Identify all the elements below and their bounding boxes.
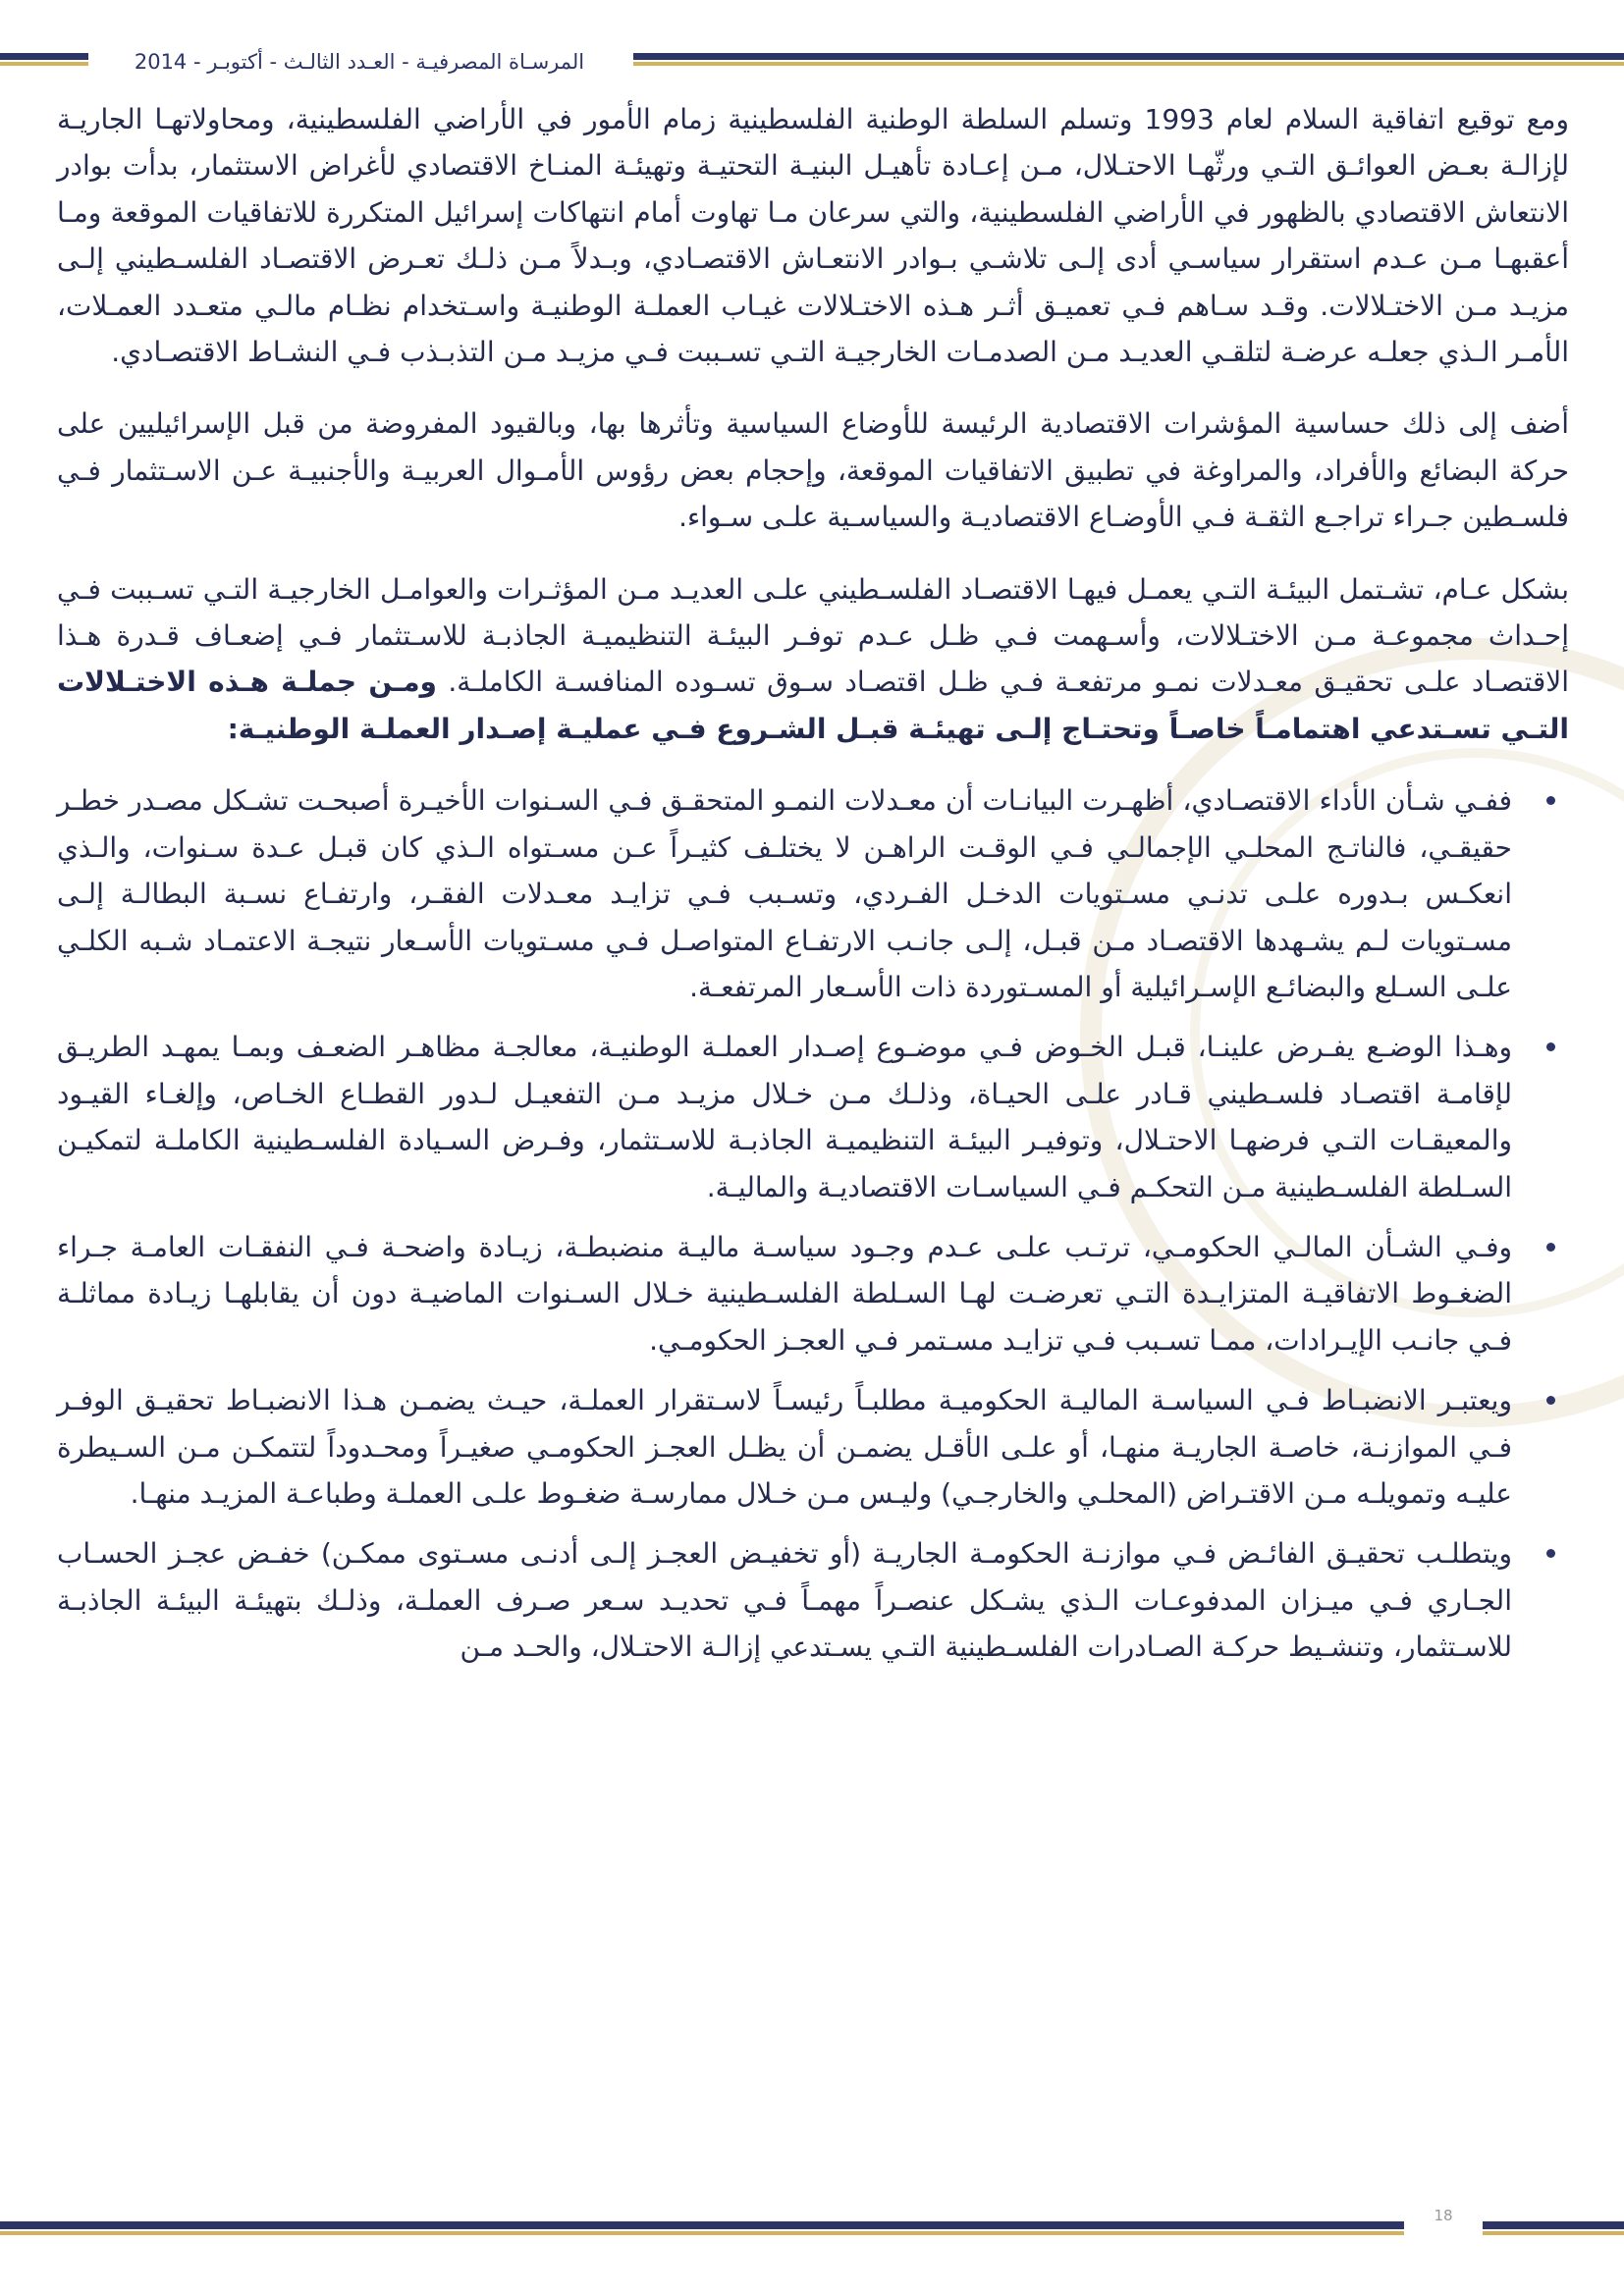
bullet-item xyxy=(57,777,1569,1010)
bullet-icon xyxy=(1546,1042,1555,1051)
article-body xyxy=(57,96,1569,1684)
bullet-item xyxy=(57,1224,1569,1363)
page-number: 18 xyxy=(1434,2207,1453,2224)
bullet-text: وهـذا الوضـع يفـرض علينـا، قبـل الخـوض فـي موضـوع إصـدار العملـة الوطنيـة، معالجـة مظاهـر الضعـف وبمـا يمهـد الطريـق لإقامـة اقتصـاد فلسـطيني قـادر علـى الحيـاة، وذلـك مـن خـلال مزيـد مـن التفعيـل لـدور القطـاع الخـاص، وإلغـاء القيـود والمعيقـات التـي فرضهـا الاحتـلال، وتوفيـر البيئـة التنظيميـة الجاذبـة للاسـتثمار، وفـرض السـيادة الفلسـطينية الكاملـة لتمكيـن السـلطة الفلسـطينية مـن التحكـم فـي السياسـات الاقتصاديـة والماليـة. xyxy=(57,1031,1512,1203)
publication-title: المرسـاة المصرفيـة - العـدد الثالـث - أكتوبـر - 2014 xyxy=(134,50,585,74)
paragraph-3-bold: ومـن جملـة هـذه الاختـلالات التـي تسـتدعي اهتمامـاً خاصـاً وتحتـاج إلـى تهيئـة قبـل الشـروع فـي عمليـة إصـدار العملـة الوطنيـة: xyxy=(57,666,1569,745)
bullet-icon xyxy=(1546,796,1555,805)
footer-rule xyxy=(0,2216,1624,2242)
page-header xyxy=(0,47,1624,77)
paragraph-3-text: بشكل عـام، تشـتمل البيئـة التـي يعمـل فيهـا الاقتصـاد الفلسـطيني علـى العديـد مـن المؤثـرات والعوامـل الخارجيـة التـي تسـببت فـي إحـداث مجموعـة مـن الاختـلالات، وأسـهمت فـي ظـل عـدم توفـر البيئـة التنظيميـة الجاذبـة للاسـتثمار فـي إضعـاف قـدرة هـذا الاقتصـاد علـى تحقيـق معـدلات نمـو مرتفعـة فـي ظـل اقتصـاد سـوق تسـوده المنافسـة الكاملـة. xyxy=(57,572,1569,699)
paragraph-2: أضف إلى ذلك حساسية المؤشرات الاقتصادية الرئيسة للأوضاع السياسية وتأثرها بها، وبالقيود المفروضة من قبل الإسرائيليين على حركة البضائع والأفراد، والمراوغة في تطبيق الاتفاقيات الموقعة، وإحجام بعض رؤوس الأمـوال العربيـة والأجنبيـة عـن الاسـتثمار فـي فلسـطين جـراء تراجـع الثقـة فـي الأوضـاع الاقتصاديـة والسياسـية علـى سـواء. xyxy=(57,407,1569,534)
bullet-icon xyxy=(1546,1396,1555,1405)
bullet-item xyxy=(57,1530,1569,1670)
bullet-icon xyxy=(1546,1549,1555,1558)
bullet-list xyxy=(57,777,1569,1670)
bullet-text: ويتطلـب تحقيـق الفائـض فـي موازنـة الحكومـة الجاريـة (أو تخفيـض العجـز إلـى أدنـى مسـتوى ممكـن) خفـض عجـز الحسـاب الجـاري فـي ميـزان المدفوعـات الـذي يشـكل عنصـراً مهمـاً فـي تحديـد سـعر صـرف العملـة، وذلـك بتهيئـة البيئـة الجاذبـة للاسـتثمار، وتنشـيط حركـة الصـادرات الفلسـطينية التـي يسـتدعي إزالـة الاحتـلال، والحـد مـن xyxy=(57,1537,1512,1664)
bullet-text: وفـي الشـأن المالـي الحكومـي، ترتـب علـى عـدم وجـود سياسـة ماليـة منضبطـة، زيـادة واضحـة فـي النفقـات العامـة جـراء الضغـوط الاتفاقيـة المتزايـدة التـي تعرضـت لهـا السـلطة الفلسـطينية خـلال السـنوات الماضيـة دون أن يقابلهـا زيـادة مماثلـة فـي جانـب الإيـرادات، ممـا تسـبب فـي تزايـد مسـتمر فـي العجـز الحكومـي. xyxy=(57,1230,1512,1357)
bullet-icon xyxy=(1546,1243,1555,1252)
paragraph-3 xyxy=(57,566,1569,753)
bullet-item xyxy=(57,1024,1569,1210)
paragraph-1: ومع توقيع اتفاقية السلام لعام 1993 وتسلم السلطة الوطنية الفلسطينية زمام الأمور في الأراضي الفلسطينية، ومحاولاتهـا الجاريـة لإزالـة بعـض العوائـق التـي ورثّهـا الاحتـلال، مـن إعـادة تأهيـل البنيـة التحتيـة وتهيئـة المنـاخ الاقتصادي لأغراض الاستثمار، بدأت بوادر الانتعاش الاقتصادي بالظهور في الأراضي الفلسطينية، والتي سرعان مـا تهاوت أمام انتهاكات إسرائيل المتكررة للاتفاقيات الموقعة ومـا أعقبهـا مـن عـدم استقرار سياسـي أدى إلـى تلاشـي بـوادر الانتعـاش الاقتصـادي، وبـدلاً مـن ذلـك تعـرض الاقتصـاد الفلسـطيني إلـى مزيـد مـن الاختـلالات. وقـد سـاهم فـي تعميـق أثـر هـذه الاختـلالات غيـاب العملـة الوطنيـة واسـتخدام نظـام مالـي متعـدد العمـلات، الأمـر الـذي جعلـه عرضـة لتلقـي العديـد مـن الصدمـات الخارجيـة التـي تسـببت فـي مزيـد مـن التذبـذب فـي النشـاط الاقتصـادي. xyxy=(57,103,1569,369)
page-footer xyxy=(0,2216,1624,2242)
bullet-item xyxy=(57,1377,1569,1517)
bullet-text: ففـي شـأن الأداء الاقتصـادي، أظهـرت البيانـات أن معـدلات النمـو المتحقـق فـي السـنوات الأخيـرة أصبحـت تشـكل مصـدر خطـر حقيقـي، فالناتـج المحلـي الإجمالـي فـي الوقـت الراهـن لا يختلـف كثيـراً عـن مسـتواه الـذي كان قبـل عـدة سـنوات، والـذي انعكـس بـدوره علـى تدنـي مسـتويات الدخـل الفـردي، وتسـبب فـي تزايـد معـدلات الفقـر، وارتفـاع نسـبة البطالـة إلـى مسـتويات لـم يشـهدها الاقتصـاد مـن قبـل، إلـى جانـب الارتفـاع المتواصـل فـي مسـتويات الأسـعار نتيجـة الاعتمـاد شـبه الكلـي علـى السـلع والبضائـع الإسـرائيلية أو المسـتوردة ذات الأسـعار المرتفعـة. xyxy=(57,784,1512,1003)
bullet-text: ويعتبـر الانضبـاط فـي السياسـة الماليـة الحكوميـة مطلبـاً رئيسـاً لاسـتقرار العملـة، حيـث يضمـن هـذا الانضبـاط تحقيـق الوفـر فـي الموازنـة، خاصـة الجاريـة منهـا، أو علـى الأقـل يضمـن أن يظـل العجـز الحكومـي صغيـراً ومحـدوداً لتتمكـن مـن السـيطرة عليـه وتمويلـه مـن الاقتـراض (المحلـي والخارجـي) وليـس مـن خـلال ممارسـة ضغـوط علـى العملـة وطباعـة المزيـد منهـا. xyxy=(57,1384,1512,1510)
